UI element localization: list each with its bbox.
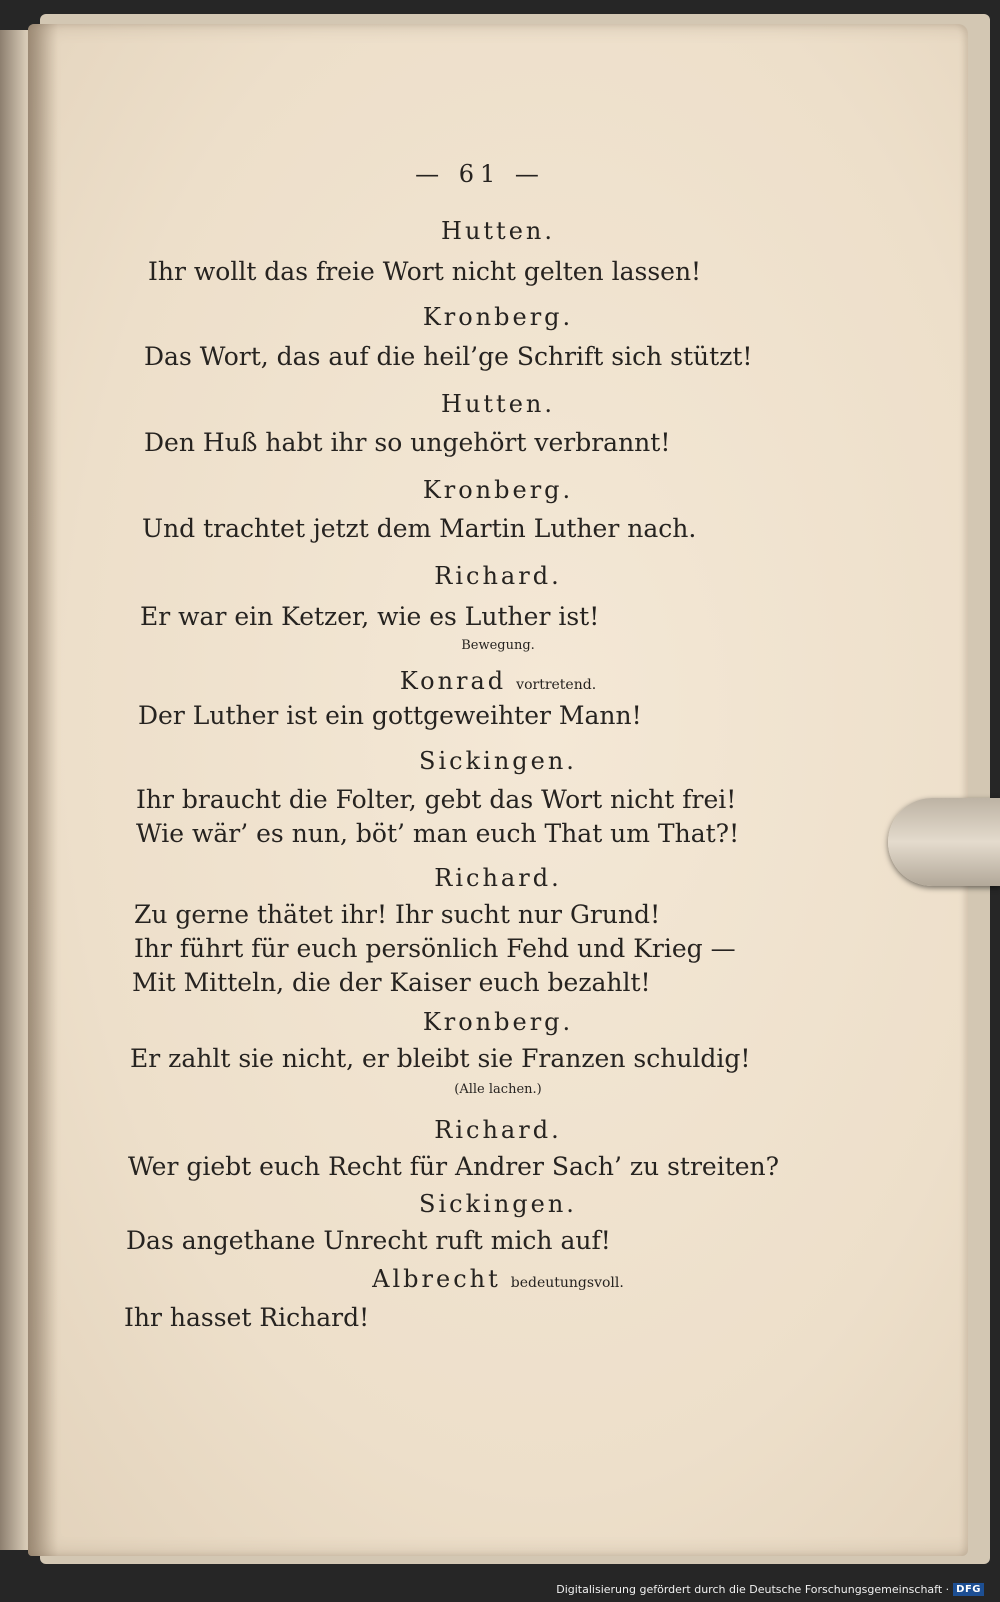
speaker-name: Richard. [434,562,562,590]
dfg-logo: DFG [953,1583,984,1596]
speaker-name: Sickingen. [419,1190,577,1218]
stage-direction: (Alle lachen.) [454,1082,542,1097]
dialogue-line: Das angethane Unrecht ruft mich auf! [126,1226,611,1255]
speaker-name: Kronberg. [422,476,574,504]
speaker-name: Kronberg. [422,1008,574,1036]
speaker-name: Richard. [434,864,562,892]
dialogue-line: Ihr führt für euch persönlich Fehd und Krieg — [134,934,736,963]
speaker-name-text: Konrad [399,667,507,695]
speaker-name: Richard. [434,1116,562,1144]
speaker-name-text: Albrecht [372,1265,501,1293]
dialogue-line: Er zahlt sie nicht, er bleibt sie Franzen schuldig! [130,1044,751,1073]
page-number: — 61 — [415,160,545,188]
dialogue-line: Zu gerne thätet ihr! Ihr sucht nur Grund! [134,900,661,929]
footer-text: Digitalisierung gefördert durch die Deutsche Forschungsgemeinschaft · [556,1582,950,1596]
dialogue-line: Den Huß habt ihr so ungehört verbrannt! [144,428,671,457]
page-clip [888,798,1000,886]
dialogue-line: Mit Mitteln, die der Kaiser euch bezahlt! [132,968,651,997]
dialogue-line: Ihr hasset Richard! [124,1303,370,1332]
speaker-name: Hutten. [441,390,555,418]
stage-direction-inline: bedeutungsvoll. [510,1275,624,1291]
dialogue-line: Wie wär’ es nun, böt’ man euch That um That?! [136,819,740,848]
stage-direction-inline: vortretend. [516,677,597,693]
dialogue-line: Das Wort, das auf die heil’ge Schrift sich stützt! [144,342,753,371]
dialogue-line: Ihr braucht die Folter, gebt das Wort nicht frei! [136,785,737,814]
play-text [28,24,968,1556]
speaker-name: Kronberg. [422,303,574,331]
speaker-name: Hutten. [441,217,555,245]
stage-direction: Bewegung. [461,638,535,653]
dialogue-line: Und trachtet jetzt dem Martin Luther nach. [142,514,697,543]
speaker-name: Sickingen. [419,747,577,775]
dialogue-line: Ihr wollt das freie Wort nicht gelten lassen! [148,257,702,286]
dialogue-line: Er war ein Ketzer, wie es Luther ist! [140,602,600,631]
speaker-name [28,667,968,695]
dialogue-line: Der Luther ist ein gottgeweihter Mann! [138,701,642,730]
speaker-name [28,1265,968,1293]
footer-credit [556,1580,984,1598]
dialogue-line: Wer giebt euch Recht für Andrer Sach’ zu streiten? [128,1152,780,1181]
book-page [28,24,968,1556]
